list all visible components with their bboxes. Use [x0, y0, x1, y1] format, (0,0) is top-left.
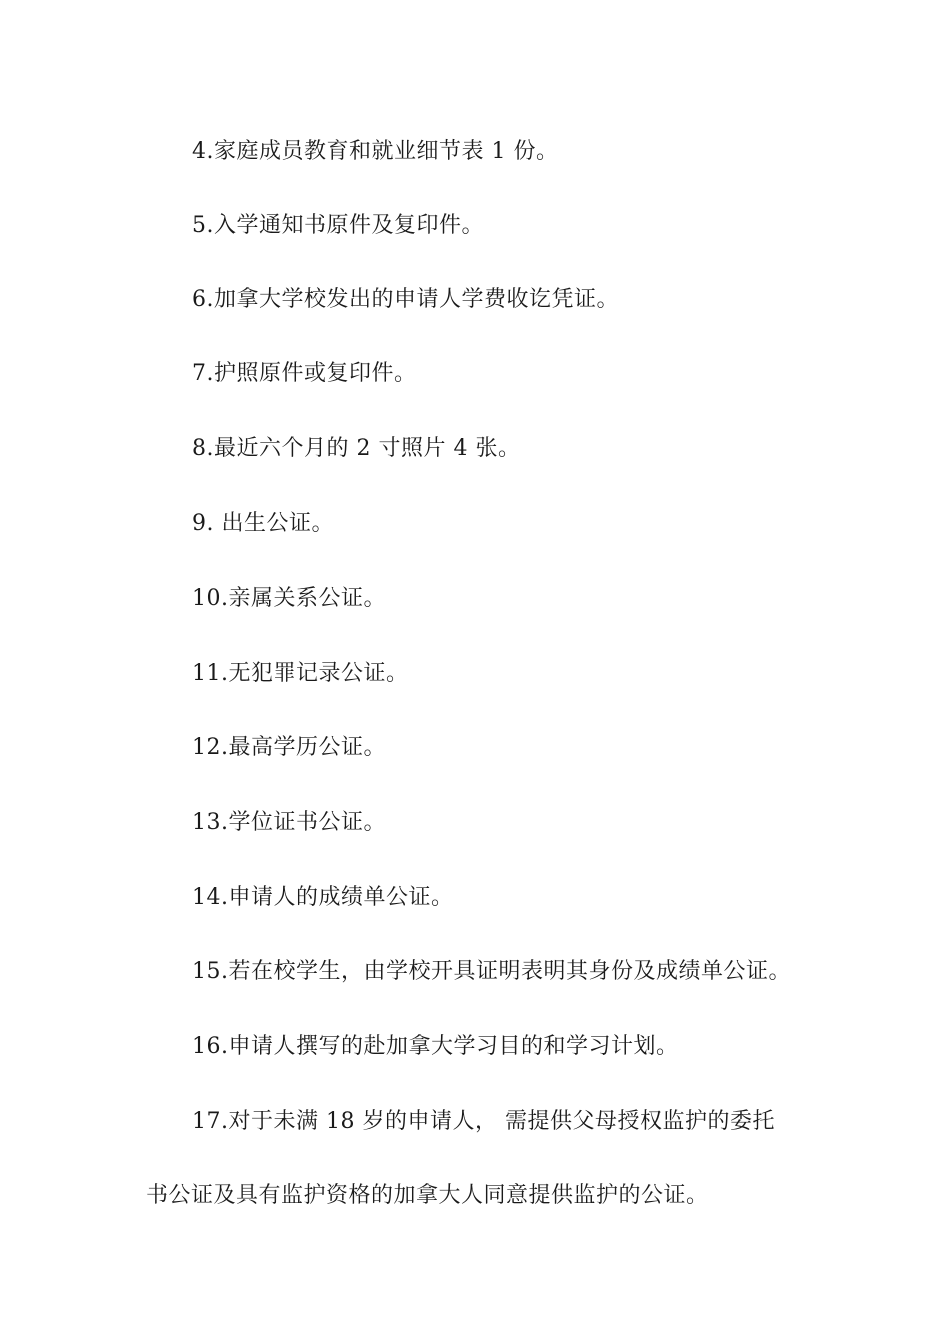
list-item: 13.学位证书公证。 — [192, 810, 386, 835]
list-item: 10.亲属关系公证。 — [192, 586, 386, 611]
list-item: 15.若在校学生，由学校开具证明表明其身份及成绩单公证。 — [192, 959, 791, 984]
list-item: 11.无犯罪记录公证。 — [192, 661, 409, 686]
list-item: 14.申请人的成绩单公证。 — [192, 885, 454, 910]
list-item-continuation: 书公证及具有监护资格的加拿大人同意提供监护的公证。 — [146, 1183, 709, 1208]
list-item: 8.最近六个月的 2 寸照片 4 张。 — [192, 436, 521, 461]
list-item: 9. 出生公证。 — [192, 511, 334, 536]
list-item: 17.对于未满 18 岁的申请人， 需提供父母授权监护的委托 — [192, 1109, 775, 1134]
list-item: 16.申请人撰写的赴加拿大学习目的和学习计划。 — [192, 1034, 679, 1059]
list-item: 12.最高学历公证。 — [192, 735, 386, 760]
list-item: 7.护照原件或复印件。 — [192, 361, 417, 386]
list-item: 6.加拿大学校发出的申请人学费收讫凭证。 — [192, 287, 619, 312]
list-item: 5.入学通知书原件及复印件。 — [192, 213, 484, 238]
list-item: 4.家庭成员教育和就业细节表 1 份。 — [192, 139, 559, 164]
